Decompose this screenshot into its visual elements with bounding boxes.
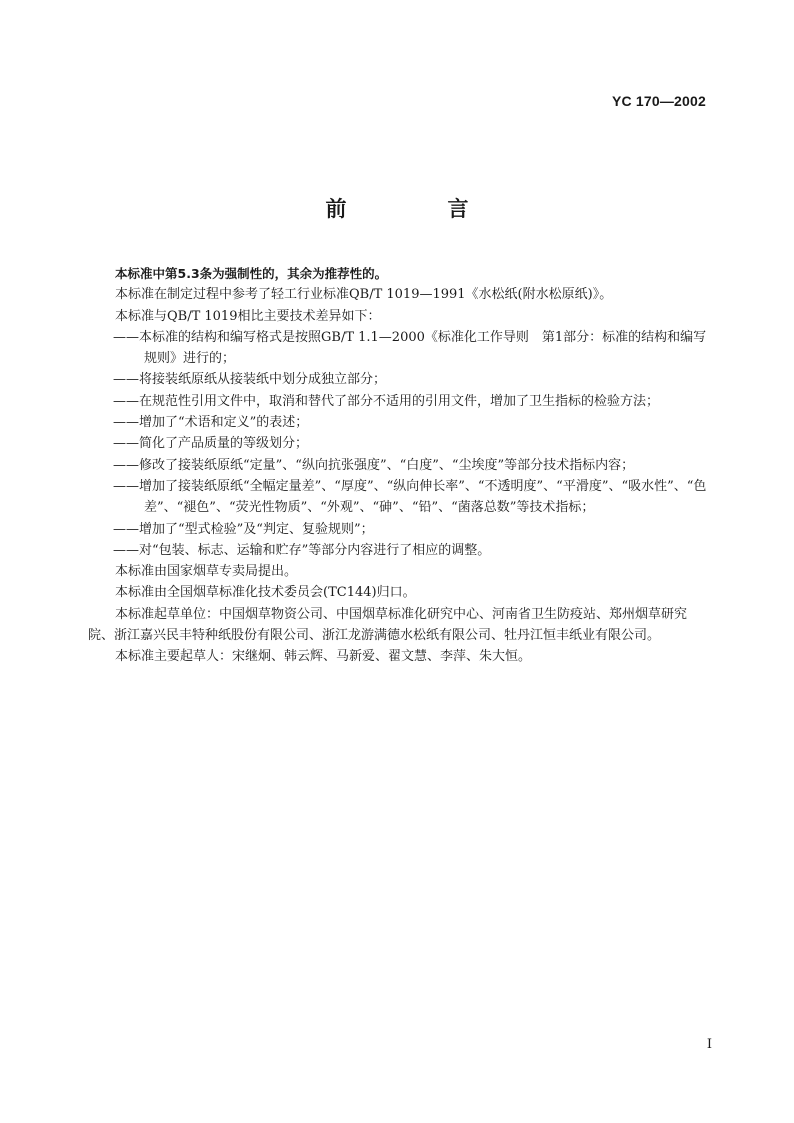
document-body bbox=[88, 263, 708, 668]
differences-intro: 本标准与QB/T 1019相比主要技术差异如下： bbox=[115, 308, 381, 324]
list-item: ——对“包装、标志、运输和贮存”等部分内容进行了相应的调整。 bbox=[113, 542, 491, 558]
list-item: ——修改了接装纸原纸“定量”、“纵向抗张强度”、“白度”、“尘埃度”等部分技术指标内容； bbox=[113, 457, 635, 473]
page-number: I bbox=[706, 1037, 712, 1052]
differences-list bbox=[88, 327, 708, 561]
proposer-paragraph: 本标准由国家烟草专卖局提出。 bbox=[115, 564, 298, 580]
drafters-paragraph: 本标准主要起草人：宋继炯、韩云辉、马新爱、翟文慧、李萍、朱大恒。 bbox=[115, 649, 532, 665]
list-item: ——增加了接装纸原纸“全幅定量差”、“厚度”、“纵向伸长率”、“不透明度”、“平滑度”、“吸水性”、“色差”、“褪色”、“荧光性物质”、“外观”、“砷”、“铅”、“菌落总数”等技术指标； bbox=[113, 478, 707, 516]
mandatory-clause-note: 本标准中第5.3条为强制性的，其余为推荐性的。 bbox=[115, 266, 388, 281]
committee-paragraph: 本标准由全国烟草标准化技术委员会(TC144)归口。 bbox=[115, 585, 416, 601]
reference-standard-paragraph: 本标准在制定过程中参考了轻工行业标准QB/T 1019—1991《水松纸(附水松原纸)》。 bbox=[115, 287, 613, 303]
list-item: ——将接装纸原纸从接装纸中划分成独立部分； bbox=[113, 372, 387, 388]
page-title: 前 言 bbox=[325, 197, 509, 221]
list-item: ——增加了“型式检验”及“判定、复验规则”； bbox=[113, 521, 374, 537]
drafting-units-paragraph: 本标准起草单位：中国烟草物资公司、中国烟草标准化研究中心、河南省卫生防疫站、郑州烟草研究院、浙江嘉兴民丰特种纸股份有限公司、浙江龙游满德水松纸有限公司、牡丹江恒丰纸业有限公司。 bbox=[88, 606, 688, 644]
list-item: ——增加了“术语和定义”的表述； bbox=[113, 415, 309, 431]
standard-code: YC 170—2002 bbox=[611, 93, 706, 109]
list-item: ——简化了产品质量的等级划分； bbox=[113, 436, 309, 452]
list-item: ——本标准的结构和编写格式是按照GB/T 1.1—2000《标准化工作导则 第1部分：标准的结构和编写规则》进行的； bbox=[113, 329, 707, 367]
list-item: ——在规范性引用文件中，取消和替代了部分不适用的引用文件，增加了卫生指标的检验方法； bbox=[113, 393, 660, 409]
